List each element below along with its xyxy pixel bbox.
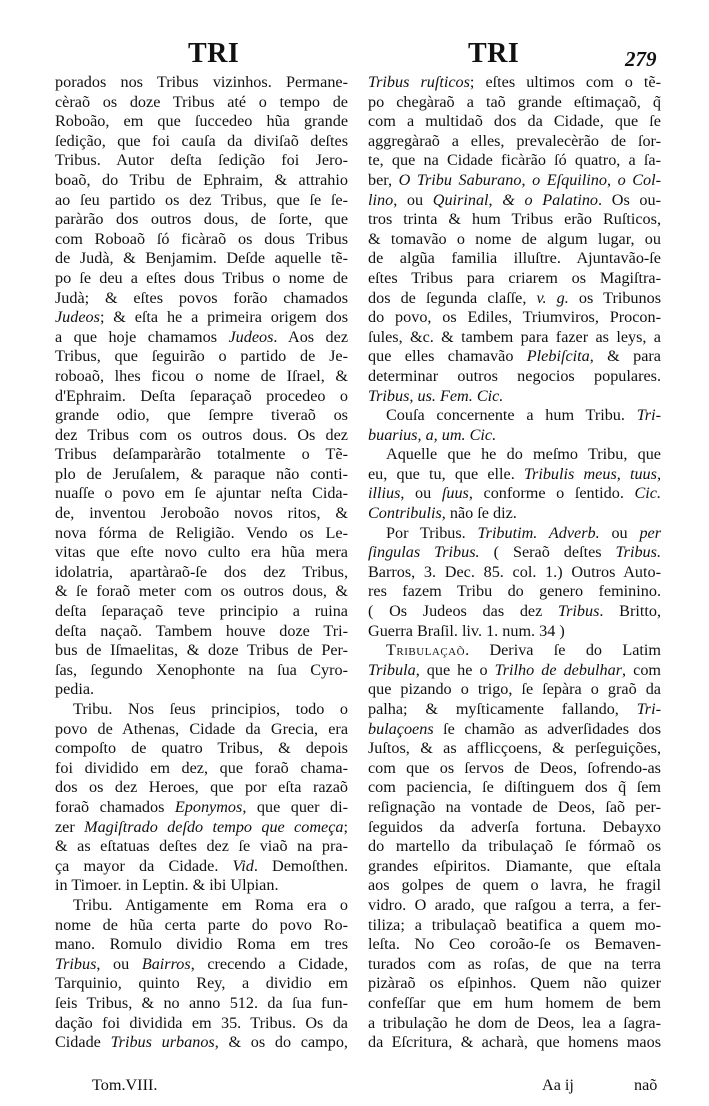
text-run: deſta ſeparaçaõ teve principio a ruina bbox=[55, 602, 348, 621]
text-line bbox=[368, 93, 661, 113]
text-line bbox=[368, 465, 661, 485]
italic-run: ſuus bbox=[441, 484, 469, 503]
text-run: boaõ, do Tribu de Ephraim, & attrahio bbox=[55, 170, 348, 189]
text-run: povo de Athenas, Cidade da Grecia, era bbox=[55, 719, 348, 738]
text-line bbox=[55, 543, 348, 563]
text-line bbox=[55, 700, 348, 720]
text-line bbox=[55, 328, 348, 348]
text-run: ça mayor da Cidade. bbox=[55, 856, 233, 875]
text-run: . Deriva ſe do Latim bbox=[465, 641, 661, 660]
text-line bbox=[55, 289, 348, 309]
italic-run: lino bbox=[368, 190, 394, 209]
italic-run: Tri- bbox=[636, 700, 661, 718]
italic-run: Tribus bbox=[558, 602, 600, 621]
text-run: dação foi dividida em 35. Tribus. Os da bbox=[55, 1013, 348, 1032]
italic-run: Contribulis bbox=[368, 504, 442, 523]
text-line bbox=[368, 308, 661, 328]
text-line bbox=[55, 994, 348, 1014]
text-run: turados com as roſas, de que na terra bbox=[368, 954, 661, 973]
text-run: Tribu. Nos ſeus principios, todo o bbox=[73, 700, 348, 718]
text-run: . Britto, bbox=[599, 602, 661, 621]
text-run: , que quer di- bbox=[242, 797, 348, 816]
running-head-right: TRI bbox=[468, 38, 520, 69]
text-line bbox=[368, 739, 661, 759]
text-line bbox=[368, 955, 661, 975]
text-run: leſta. No Ceo coroão-ſe os Bemaven- bbox=[368, 935, 661, 954]
text-run: ao ſeu partido os dez Tribus, que ſe ſe- bbox=[55, 190, 348, 209]
text-line bbox=[55, 112, 348, 132]
text-line bbox=[55, 602, 348, 622]
text-run: & as eſtatuas deſtes dez ſe viaõ na pra- bbox=[55, 837, 348, 856]
text-line bbox=[55, 739, 348, 759]
text-run: d'Ephraim. Deſta ſeparaçaõ procedeo o bbox=[55, 386, 348, 405]
text-run: porados nos Tribus vizinhos. Permane- bbox=[55, 73, 348, 91]
text-run: ſas, ſegundo Xenophonte na ſua Cyro- bbox=[55, 660, 348, 679]
text-run: . Aos dez bbox=[273, 327, 349, 346]
text-line bbox=[368, 994, 661, 1014]
text-run: Judà; & eſtes povos forão chamados bbox=[55, 288, 348, 307]
text-line bbox=[55, 387, 348, 407]
text-run: ; bbox=[343, 817, 348, 836]
text-line bbox=[368, 680, 661, 700]
volume-mark: Tom.VIII. bbox=[92, 1076, 158, 1094]
text-run: deſta naçaõ. Tambem houve doze Tri- bbox=[55, 621, 348, 640]
italic-run: illius bbox=[368, 484, 401, 503]
text-run: Tribu. Antigamente em Roma era o bbox=[73, 895, 348, 914]
italic-run: ſingulas Tribus. bbox=[368, 543, 480, 562]
printer-signature: Aa ij bbox=[542, 1076, 574, 1094]
text-line bbox=[368, 328, 661, 348]
text-line bbox=[368, 641, 661, 661]
text-line bbox=[368, 445, 661, 465]
italic-run: Magiſtrado deſdo tempo que começa bbox=[84, 817, 344, 836]
text-run: ; & eſta he a primeira origem dos bbox=[99, 308, 348, 327]
text-run: foi dividido em dez, que foraõ chama- bbox=[55, 758, 348, 777]
text-run: Tribus, que ſeguirão o partido de Je- bbox=[55, 347, 348, 366]
text-line bbox=[55, 955, 348, 975]
text-line bbox=[55, 308, 348, 328]
text-run: ( Seraõ deſtes bbox=[479, 543, 616, 562]
text-run: dos os dez Heroes, que por eſta razaõ bbox=[55, 778, 348, 797]
text-run: , & para bbox=[589, 347, 661, 366]
text-run: roboaõ, lhes ficou o nome de Iſrael, & bbox=[55, 366, 348, 385]
text-line bbox=[368, 484, 661, 504]
text-run: & ſe foraõ meter com os outros dous, & bbox=[55, 582, 348, 601]
text-run: , ou bbox=[400, 484, 442, 503]
text-line bbox=[55, 171, 348, 191]
text-line bbox=[55, 504, 348, 524]
text-line bbox=[368, 151, 661, 171]
text-line bbox=[368, 720, 661, 740]
text-run: , & os do campo, bbox=[214, 1033, 348, 1052]
text-line bbox=[368, 974, 661, 994]
italic-run: Quirinal bbox=[432, 190, 489, 209]
italic-run: Bairros bbox=[141, 954, 191, 973]
text-line bbox=[55, 484, 348, 504]
text-line bbox=[368, 798, 661, 818]
italic-run: Tributim. Adverb. bbox=[477, 523, 600, 542]
text-run: ſe chamão as adverſidades dos bbox=[433, 719, 661, 738]
text-run: ſedição, que foi cauſa da diviſaõ deſtes bbox=[55, 131, 348, 150]
italic-run: o Col- bbox=[617, 170, 662, 189]
text-run: do povo, os Ediles, Triumviros, Procon- bbox=[368, 308, 661, 327]
text-line bbox=[368, 837, 661, 857]
text-run: com que os ſervos de Deos, ſofrendo-as bbox=[368, 758, 661, 777]
text-run: ber, bbox=[368, 170, 399, 189]
italic-run: Plebiſcita bbox=[526, 347, 590, 366]
text-line bbox=[368, 818, 661, 838]
text-run: dos de ſegunda claſſe, bbox=[368, 288, 537, 307]
text-run: grandes eſpiritos. Diamante, que eſtala bbox=[368, 856, 661, 875]
text-line bbox=[55, 680, 348, 700]
italic-run: per bbox=[639, 523, 662, 542]
text-run: Cidade bbox=[55, 1033, 111, 1052]
text-line bbox=[368, 367, 661, 387]
text-run: confeſſar que em hum homem de bem bbox=[368, 993, 661, 1012]
text-run: que pizando o trigo, ſe ſepàra o graõ da bbox=[368, 680, 661, 699]
text-line bbox=[368, 896, 661, 916]
text-run: os Tribunos bbox=[568, 288, 662, 307]
text-run: de, inventou Jeroboão novos ritos, & bbox=[55, 504, 348, 523]
text-line bbox=[55, 563, 348, 583]
text-run: com Roboaõ ſó ficàraõ os dous Tribus bbox=[55, 229, 348, 248]
text-run: Tribus deſamparàrão totalmente o Tẽ- bbox=[55, 445, 348, 464]
text-run: aggregàraõ a elles, prevalecèrão de ſor- bbox=[368, 131, 661, 150]
italic-run: Tri- bbox=[636, 406, 661, 425]
text-run: Por Tribus. bbox=[386, 523, 478, 542]
italic-run: Tribus. bbox=[615, 543, 661, 562]
text-run: , não ſe diz. bbox=[441, 504, 517, 523]
text-run: ( Os Judeos das dez bbox=[368, 602, 559, 621]
text-run: mano. Romulo dividio Roma em tres bbox=[55, 935, 348, 954]
text-line bbox=[368, 347, 661, 367]
text-run: eſtes Tribus para criarem os Magiſtra- bbox=[368, 268, 661, 287]
text-run: cèraõ os doze Tribus até o tempo de bbox=[55, 92, 348, 111]
text-run: . Os ou- bbox=[598, 190, 661, 209]
text-line bbox=[368, 700, 661, 720]
text-run: compoſto de quatro Tribus, & depois bbox=[55, 739, 348, 758]
text-line bbox=[55, 406, 348, 426]
text-run: grande odio, que ſempre tiveraõ os bbox=[55, 406, 348, 425]
text-run: pizàraõ os eſpinhos. Quem não quizer bbox=[368, 974, 661, 993]
text-line bbox=[55, 857, 348, 877]
text-run: idolatria, apartàraõ-ſe dos dez Tribus, bbox=[55, 562, 348, 581]
text-line bbox=[368, 543, 661, 563]
text-run: res fazem Tribu do genero feminino. bbox=[368, 582, 661, 601]
italic-run: Tribula bbox=[368, 660, 416, 679]
text-line bbox=[368, 210, 661, 230]
text-run: Barros, 3. Dec. 85. col. 1.) Outros Auto- bbox=[368, 562, 661, 581]
running-head-left: TRI bbox=[188, 38, 240, 69]
text-run: , bbox=[488, 190, 503, 209]
text-line bbox=[55, 916, 348, 936]
italic-run: Vid bbox=[232, 856, 254, 875]
text-run: com paciencia, ſe diſtinguem dos q̃ ſem bbox=[368, 778, 661, 797]
text-line bbox=[55, 759, 348, 779]
text-run: . Demoſthen. bbox=[253, 856, 348, 875]
text-line bbox=[55, 191, 348, 211]
text-line bbox=[55, 1014, 348, 1034]
text-run: foraõ chamados bbox=[55, 797, 175, 816]
text-run: & tomavão o nome de algum lugar, ou bbox=[368, 229, 661, 248]
text-run: vitas que eſte novo culto era hũa mera bbox=[55, 543, 348, 562]
text-run: Roboão, em que ſuccedeo hũa grande bbox=[55, 112, 348, 131]
text-line bbox=[368, 563, 661, 583]
text-line bbox=[368, 582, 661, 602]
text-line bbox=[368, 191, 661, 211]
text-line bbox=[55, 210, 348, 230]
text-line bbox=[55, 367, 348, 387]
text-run: vidro. O arado, que raſgou a terra, a fer- bbox=[368, 895, 661, 914]
text-run: , ou bbox=[393, 190, 433, 209]
text-run: palha; & myſticamente fallando, bbox=[368, 700, 637, 718]
text-run: tros trinta & hum Tribus erão Ruſticos, bbox=[368, 210, 661, 229]
text-run: a que hoje chamamos bbox=[55, 327, 229, 346]
text-line bbox=[55, 641, 348, 661]
text-line bbox=[368, 876, 661, 896]
text-run: , crecendo a Cidade, bbox=[190, 954, 349, 973]
text-run: ſules, &c. & tambem para fazer as leys, a bbox=[368, 327, 661, 346]
text-line bbox=[55, 896, 348, 916]
text-run: plo de Jeruſalem, & paraque não conti- bbox=[55, 464, 348, 483]
text-line bbox=[55, 347, 348, 367]
catchword: naõ bbox=[634, 1076, 658, 1094]
text-run: tiliza; a tribulaçaõ beatifica a quem mo- bbox=[368, 915, 661, 934]
text-run: , bbox=[606, 170, 618, 189]
text-run: te, que na Cidade ficàrão ſó quatro, a ſa- bbox=[368, 151, 661, 170]
text-line bbox=[368, 778, 661, 798]
text-line bbox=[368, 504, 661, 524]
text-line bbox=[55, 818, 348, 838]
text-line bbox=[55, 778, 348, 798]
text-line bbox=[55, 426, 348, 446]
text-line bbox=[368, 426, 661, 446]
text-line bbox=[368, 935, 661, 955]
text-run: que elles chamavão bbox=[368, 347, 527, 366]
text-line bbox=[55, 720, 348, 740]
text-run: de Judà, & Benjamim. Deſde aquelle tẽ- bbox=[55, 249, 348, 268]
text-run: ſeguidos da adverſa fortuna. Debayxo bbox=[368, 817, 661, 836]
italic-run: Tribus bbox=[55, 954, 97, 973]
text-run: bus de Iſmaelitas, & doze Tribus de Per- bbox=[55, 641, 348, 660]
text-line bbox=[55, 1033, 348, 1053]
text-line bbox=[368, 406, 661, 426]
italic-run: Tribulis meus, tuus, bbox=[523, 464, 661, 483]
text-line bbox=[55, 93, 348, 113]
text-line bbox=[368, 387, 661, 407]
text-run: Couſa concernente a hum Tribu. bbox=[386, 406, 637, 425]
text-run: ; eſtes ultimos com o tẽ- bbox=[469, 73, 661, 91]
text-run: a tribulação he dom de Deos, lea a ſagra- bbox=[368, 1013, 661, 1032]
text-run: determinar outros negocios populares. bbox=[368, 366, 661, 385]
text-line bbox=[368, 269, 661, 289]
italic-run: Eponymos bbox=[174, 797, 243, 816]
text-line bbox=[55, 837, 348, 857]
text-line bbox=[55, 73, 348, 93]
italic-run: buarius, a, um. Cic. bbox=[368, 425, 497, 444]
italic-run: o Eſquilino bbox=[532, 170, 607, 189]
italic-run: O Tribu Saburano bbox=[398, 170, 522, 189]
text-line bbox=[368, 916, 661, 936]
italic-run: Cic. bbox=[634, 484, 662, 503]
text-run: do martello da tribulaçaõ ſe fórmaõ os bbox=[368, 837, 661, 856]
text-line bbox=[55, 465, 348, 485]
text-line bbox=[55, 230, 348, 250]
italic-run: Tribus, us. Fem. Cic. bbox=[368, 386, 504, 405]
text-run: , que he o bbox=[415, 660, 495, 679]
right-text-column bbox=[368, 73, 661, 1053]
text-line bbox=[55, 661, 348, 681]
text-run: aos golpes de quem o lavra, he fragil bbox=[368, 876, 661, 895]
text-line bbox=[368, 112, 661, 132]
italic-run: Judeos bbox=[55, 308, 100, 327]
text-line bbox=[55, 269, 348, 289]
text-run: , ou bbox=[96, 954, 142, 973]
text-run: da Eſcritura, & acharà, que homens maos bbox=[368, 1033, 661, 1052]
text-line bbox=[55, 974, 348, 994]
italic-run: bulaçoens bbox=[368, 719, 434, 738]
italic-run: & o Palatino bbox=[502, 190, 599, 209]
text-run: in Timoer. in Leptin. & ibi Ulpian. bbox=[55, 876, 279, 895]
text-run: ou bbox=[599, 523, 640, 542]
text-line bbox=[55, 876, 348, 896]
italic-run: Judeos bbox=[228, 327, 274, 346]
text-line bbox=[368, 524, 661, 544]
text-line bbox=[368, 132, 661, 152]
text-line bbox=[368, 73, 661, 93]
text-run: ſeis Tribus, & no anno 512. da ſua fun- bbox=[55, 993, 348, 1012]
text-run: po ſe deu a eſtes dous Tribus o nome de bbox=[55, 268, 348, 287]
left-text-column bbox=[55, 73, 348, 1053]
text-run: Juſtos, & as afflicçoens, & perſeguições, bbox=[368, 739, 661, 758]
text-line bbox=[368, 1014, 661, 1034]
text-line bbox=[368, 759, 661, 779]
headword-run: Tribulaçaõ bbox=[386, 641, 466, 660]
text-line bbox=[55, 582, 348, 602]
text-run: nome de hũa certa parte do povo Ro- bbox=[55, 915, 348, 934]
page-number: 279 bbox=[625, 47, 657, 71]
text-run: po chegàraõ a taõ grande eſtimaçaõ, q̃ bbox=[368, 92, 661, 111]
italic-run: Tribus urbanos bbox=[110, 1033, 215, 1052]
text-run: paràrão dos outros dous, de ſorte, que bbox=[55, 210, 348, 229]
text-run: nuaſſe o povo em ſe ajuntar neſta Cida- bbox=[55, 484, 348, 503]
text-line bbox=[55, 151, 348, 171]
text-line bbox=[55, 622, 348, 642]
text-line bbox=[368, 857, 661, 877]
text-line bbox=[368, 622, 661, 642]
text-line bbox=[368, 661, 661, 681]
text-run: , bbox=[521, 170, 533, 189]
text-line bbox=[55, 445, 348, 465]
text-run: pedia. bbox=[55, 680, 95, 699]
text-line bbox=[55, 249, 348, 269]
text-line bbox=[368, 602, 661, 622]
text-run: reſignação na vontade de Deos, ſaõ per- bbox=[368, 797, 661, 816]
text-run: Tribus. Autor deſta ſedição foi Jero- bbox=[55, 151, 348, 170]
text-run: , com bbox=[622, 660, 662, 679]
text-line bbox=[55, 798, 348, 818]
text-run: , conforme o ſentido. bbox=[468, 484, 635, 503]
italic-run: Trilho de debulhar bbox=[494, 660, 623, 679]
text-line bbox=[368, 230, 661, 250]
text-run: Aquelle que he do meſmo Tribu, que bbox=[386, 445, 661, 464]
text-line bbox=[368, 1033, 661, 1053]
text-line bbox=[368, 171, 661, 191]
text-run: Guerra Braſil. liv. 1. num. 34 ) bbox=[368, 621, 565, 640]
italic-run: v. g. bbox=[536, 288, 569, 307]
text-line bbox=[368, 249, 661, 269]
text-run: de algũa familia illuſtre. Ajuntavão-ſe bbox=[368, 249, 661, 268]
text-run: Tarquinio, quinto Rey, a dividio em bbox=[55, 974, 348, 993]
text-run: zer bbox=[55, 817, 85, 836]
text-line bbox=[55, 524, 348, 544]
text-line bbox=[55, 935, 348, 955]
text-run: eu, que tu, que elle. bbox=[368, 464, 524, 483]
italic-run: Tribus ruſticos bbox=[368, 73, 470, 91]
text-line bbox=[368, 289, 661, 309]
text-run: nova fórma de Religião. Vendo os Le- bbox=[55, 523, 348, 542]
text-run: dez Tribus com os outros dous. Os dez bbox=[55, 425, 348, 444]
text-run: com a multidaõ dos da Cidade, que ſe bbox=[368, 112, 661, 131]
text-line bbox=[55, 132, 348, 152]
